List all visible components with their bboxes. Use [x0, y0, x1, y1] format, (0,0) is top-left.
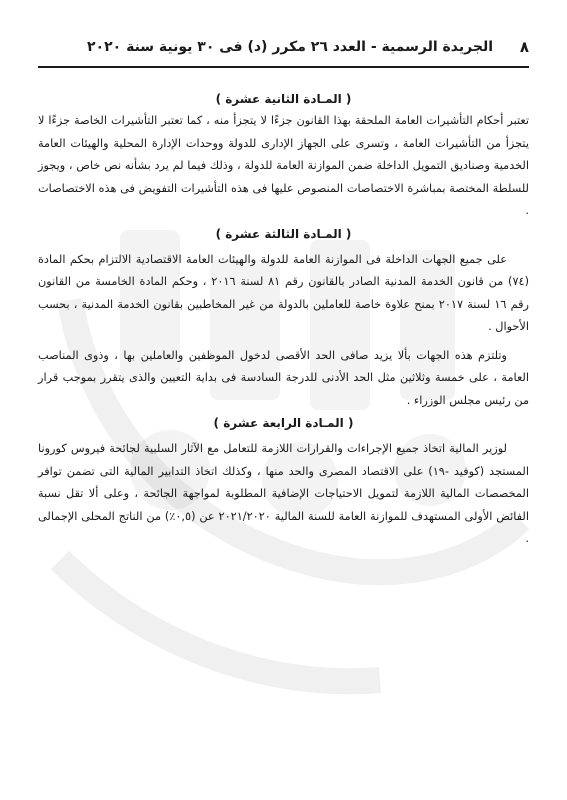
page-number: ٨ — [519, 38, 529, 56]
article-12-paragraph: تعتبر أحكام التأشيرات العامة الملحقة بهذا القانون جزءًا لا يتجزأ منه ، كما تعتبر التأشيرات الخاصة جزءًا لا يتجزأ من التأشيرات العامة ، وتسرى على الجهاز الإدارى للدولة ووحدات الإدارة المحلية والهيئات العامة الخدمية وصناديق التمويل الداخلة ضمن الموازنة العامة للدولة ، وذلك فيما لم يرد بشأنه نص خاص ، ويجوز للسلطة المختصة بمباشرة الاختصاصات المنصوص عليها فى هذه التأشيرات التفويض فى هذه الاختصاصات . — [38, 114, 529, 217]
article-14-paragraph: لوزير المالية اتخاذ جميع الإجراءات والقرارات اللازمة للتعامل مع الآثار السلبية لجائحة فيروس كورونا المستجد (كوفيد -١٩) على الاقتصاد المصرى والحد منها ، وكذلك اتخاذ التدابير المالية التى تضمن توافر المخصصات المالية اللازمة لتمويل الاحتياجات الإضافية المطلوبة لمواجهة الجائحة ، وعلى ألا تقل نسبة الفائض الأولى المستهدف للموازنة العامة للسنة المالية ٢٠٢١/٢٠٢٠ عن (٠,٥٪) من الناتج المحلى الإجمالى . — [38, 442, 529, 545]
document-body — [38, 88, 529, 551]
article-14-heading: ( المـادة الرابعة عشرة ) — [213, 416, 354, 430]
gazette-title: الجريدة الرسمية - العدد ٢٦ مكرر (د) فى ٣٠ يونية سنة ٢٠٢٠ — [87, 39, 493, 55]
article-12-heading: ( المـادة الثانية عشرة ) — [215, 92, 352, 106]
article-13-heading: ( المـادة الثالثة عشرة ) — [215, 226, 352, 241]
page-header — [38, 36, 529, 68]
article-13-paragraph-1: على جميع الجهات الداخلة فى الموازنة العامة للدولة والهيئات العامة الاقتصادية الالتزام بحكم المادة (٧٤) من قانون الخدمة المدنية الصادر بالقانون رقم ٨١ لسنة ٢٠١٦ ، وحكم المادة الخامسة من القانون رقم ١٦ لسنة ٢٠١٧ بمنح علاوة خاصة للعاملين بالدولة من غير المخاطبين بقانون الخدمة المدنية ، بحسب الأحوال . — [38, 252, 530, 333]
article-13-paragraph-2: وتلتزم هذه الجهات بألا يزيد صافى الحد الأقصى لدخول الموظفين والعاملين بها ، وذوى المناصب العامة ، على خمسة وثلاثين مثل الحد الأدنى للدرجة السادسة فى بداية التعيين والذى يتقرر بموجب قرار من رئيس مجلس الوزراء . — [38, 348, 529, 407]
